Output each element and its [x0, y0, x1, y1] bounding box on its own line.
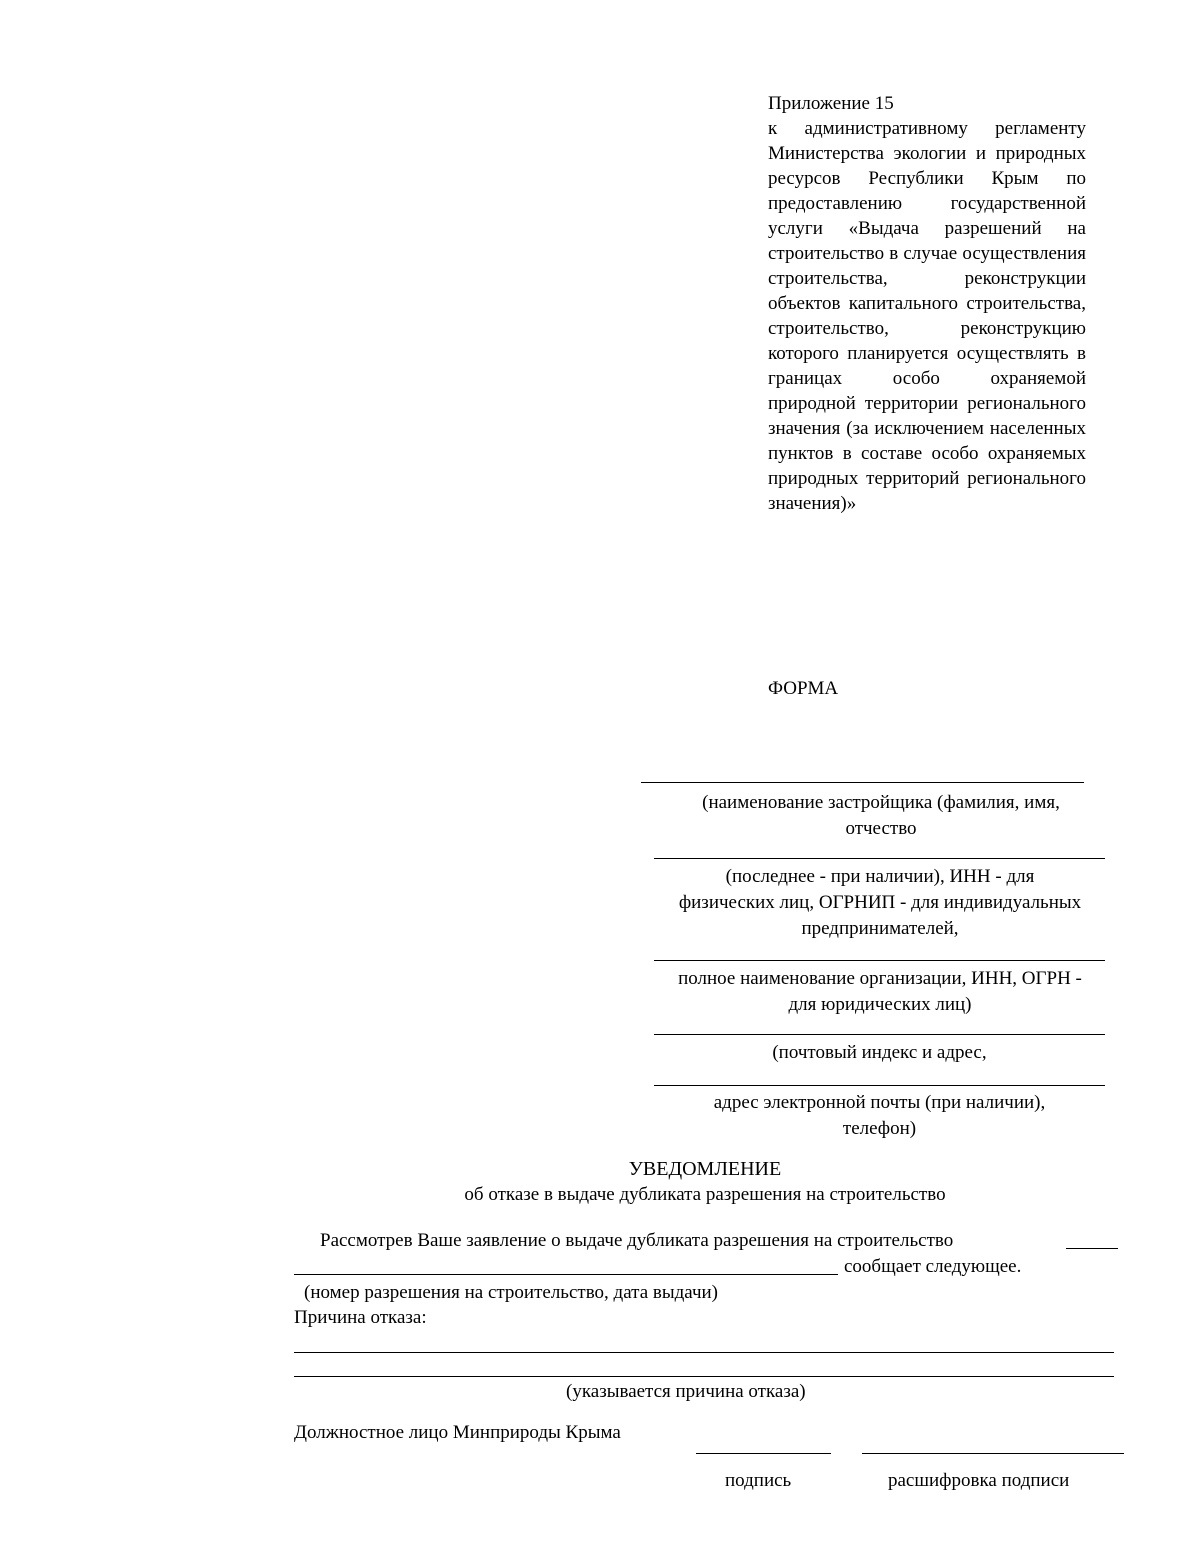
- addressee-line-2: [654, 858, 1105, 859]
- addressee-line-5: [654, 1085, 1105, 1086]
- annex-block: [768, 91, 1086, 516]
- addressee-caption-1: (наименование застройщика (фамилия, имя, отчество: [702, 792, 1060, 839]
- addressee-caption-2: (последнее - при наличии), ИНН - для физических лиц, ОГРНИП - для индивидуальных предпринимателей,: [678, 866, 1082, 939]
- permit-caption: (номер разрешения на строительство, дата выдачи): [304, 1282, 719, 1303]
- addressee-caption-4: (почтовый индекс и адрес,: [772, 1042, 987, 1063]
- signature-decode-line: [862, 1453, 1124, 1454]
- notice-subtitle: об отказе в выдаче дубликата разрешения на строительство: [464, 1184, 946, 1205]
- official-title: Должностное лицо Минприроды Крыма: [294, 1422, 621, 1443]
- addressee-line-1: [641, 782, 1084, 783]
- signature-decode-caption: расшифровка подписи: [888, 1470, 1070, 1491]
- signature-caption: подпись: [725, 1470, 792, 1491]
- addressee-caption-5: адрес электронной почты (при наличии), телефон): [713, 1092, 1046, 1139]
- annex-text: к административному регламенту Министерства экологии и природных ресурсов Республики Крым по предоставлению государственной услуги «Выдача разрешений на строительство в случае осуществления строительства, реконструкции объектов капитального строительства, строительство, реконструкцию которого планируется осуществлять в границах особо охраняемой природной территории регионального значения (за исключением населенных пунктов в составе особо охраняемых природных территорий регионального значения)»: [768, 118, 1086, 514]
- reason-line-2: [294, 1376, 1114, 1377]
- permit-number-line-a: [1066, 1248, 1118, 1249]
- notice-body-line-2-end: сообщает следующее.: [844, 1256, 1022, 1277]
- reason-line-1: [294, 1352, 1114, 1353]
- notice-body-line-1: Рассмотрев Ваше заявление о выдаче дубликата разрешения на строительство: [320, 1230, 954, 1251]
- addressee-line-3: [654, 960, 1105, 961]
- annex-title: Приложение 15: [768, 93, 894, 114]
- signature-line: [696, 1453, 831, 1454]
- reason-label: Причина отказа:: [294, 1307, 427, 1328]
- addressee-line-4: [654, 1034, 1105, 1035]
- permit-number-line-b: [294, 1274, 838, 1275]
- notice-title: УВЕДОМЛЕНИЕ: [628, 1158, 782, 1180]
- reason-caption: (указывается причина отказа): [566, 1381, 806, 1402]
- form-label: ФОРМА: [768, 678, 839, 699]
- addressee-caption-3: полное наименование организации, ИНН, ОГРН - для юридических лиц): [678, 968, 1082, 1015]
